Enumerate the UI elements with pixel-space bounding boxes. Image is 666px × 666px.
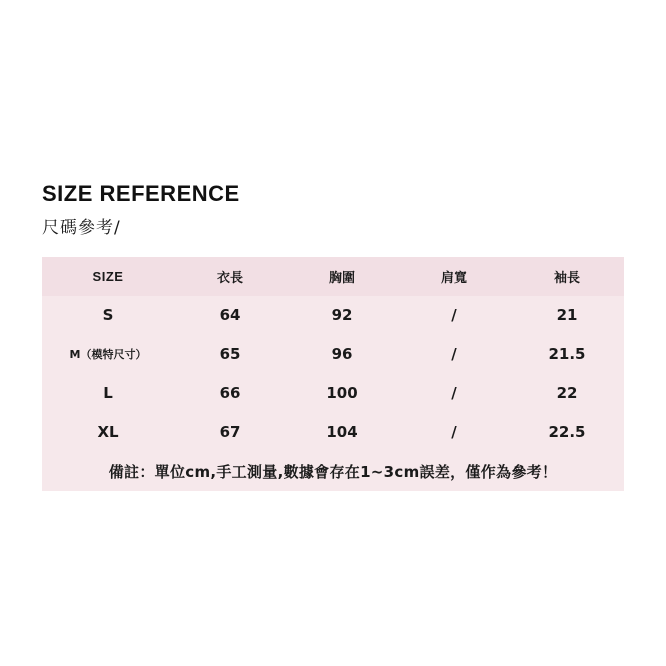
page-subtitle: 尺碼參考/	[42, 218, 121, 239]
cell-sleeve-m: 21.5	[510, 335, 624, 374]
column-header-size: SIZE	[42, 257, 174, 296]
table-row	[42, 296, 624, 335]
cell-length-s: 64	[174, 296, 286, 335]
table-row	[42, 335, 624, 374]
cell-sleeve-s: 21	[510, 296, 624, 335]
table-body	[42, 296, 624, 491]
table-note-row	[42, 452, 624, 491]
cell-bust-l: 100	[286, 374, 398, 413]
cell-shoulder-s: /	[398, 296, 510, 335]
size-reference-content	[42, 182, 624, 491]
page-title: SIZE REFERENCE	[42, 181, 240, 206]
cell-shoulder-l: /	[398, 374, 510, 413]
cell-size-xl: XL	[42, 413, 174, 452]
cell-shoulder-m: /	[398, 335, 510, 374]
cell-shoulder-xl: /	[398, 413, 510, 452]
cell-sleeve-xl: 22.5	[510, 413, 624, 452]
cell-size-l: L	[42, 374, 174, 413]
cell-bust-s: 92	[286, 296, 398, 335]
cell-size-m: M（模特尺寸）	[42, 335, 174, 374]
column-header-length: 衣長	[174, 257, 286, 296]
cell-bust-m: 96	[286, 335, 398, 374]
cell-sleeve-l: 22	[510, 374, 624, 413]
cell-size-s: S	[42, 296, 174, 335]
table-row	[42, 413, 624, 452]
column-header-bust: 胸圍	[286, 257, 398, 296]
cell-bust-xl: 104	[286, 413, 398, 452]
cell-length-m: 65	[174, 335, 286, 374]
table-header-row	[42, 257, 624, 296]
cell-length-xl: 67	[174, 413, 286, 452]
measurement-note: 備註：單位cm,手工測量,數據會存在1~3cm誤差，僅作為參考！	[42, 452, 624, 491]
table-row	[42, 374, 624, 413]
cell-length-l: 66	[174, 374, 286, 413]
table-header	[42, 257, 624, 296]
column-header-shoulder: 肩寬	[398, 257, 510, 296]
column-header-sleeve: 袖長	[510, 257, 624, 296]
size-chart-table	[42, 257, 624, 491]
